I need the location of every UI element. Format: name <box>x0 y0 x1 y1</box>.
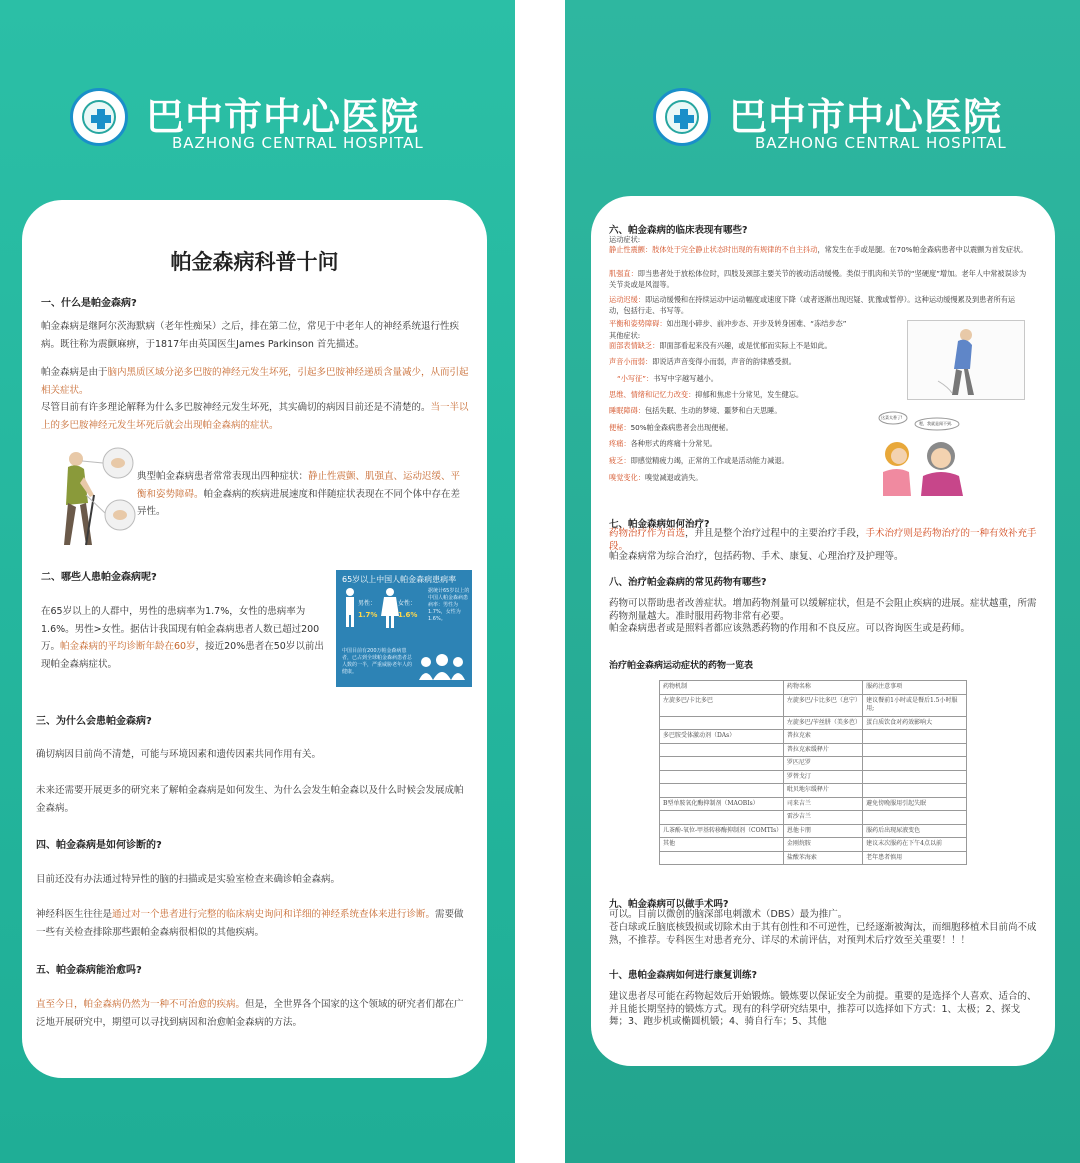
section-heading: 三、为什么会患帕金森病? <box>36 716 152 727</box>
paragraph: 确切病因目前尚不清楚，可能与环境因素和遗传因素共同作用有关。 <box>36 749 322 760</box>
male-female-icon <box>342 586 416 632</box>
elderly-patient-illustration <box>46 445 138 549</box>
paragraph: 面部表情缺乏：即面部看起来没有兴趣，或是忧郁而实际上不是如此。 <box>609 341 832 350</box>
paragraph: 疲乏：即感觉精疲力竭，正常的工作或是活动能力减退。 <box>609 456 789 465</box>
paragraph: 运动迟缓：即运动缓慢和在持续运动中运动幅度或速度下降（或者逐渐出现迟疑、犹豫或暂停）。这种运动缓慢累及到患者所有运动，包括行走、书写等。 <box>609 295 1016 315</box>
table-cell <box>660 811 784 825</box>
table-header-cell: 药物名称 <box>783 681 862 695</box>
infographic-male-value: 1.7% <box>358 611 378 619</box>
table-cell: 盐酸苯海索 <box>783 851 862 865</box>
table-cell: 避免傍晚服用引起失眠 <box>863 797 967 811</box>
table-row <box>660 716 967 730</box>
table-cell <box>660 716 784 730</box>
section-heading: 九、帕金森病可以做手术吗? <box>609 899 729 910</box>
content-card <box>22 200 487 1078</box>
paragraph: 运动症状: <box>609 235 641 244</box>
section-heading: 五、帕金森病能治愈吗? <box>36 965 142 976</box>
table-cell <box>863 770 967 784</box>
paragraph: 尽管目前有许多理论解释为什么多巴胺神经元发生坏死，其实确切的病因目前还是不清楚的。当一半以上的多巴胺神经元发生坏死后就会出现帕金森病的症状。 <box>41 402 469 431</box>
table-cell: 普拉克索 <box>783 730 862 744</box>
section-heading: 二、哪些人患帕金森病呢? <box>41 572 157 583</box>
hospital-name-en: BAZHONG CENTRAL HOSPITAL <box>755 134 1007 152</box>
table-header-cell: 服药注意事项 <box>863 681 967 695</box>
prevalence-infographic <box>336 570 472 687</box>
content-card <box>591 196 1055 1066</box>
hospital-logo-icon <box>653 88 711 146</box>
table-cell <box>863 757 967 771</box>
speech-bubble-2: 嗯，我就是闻不到. <box>919 421 953 426</box>
paragraph: 帕金森病常为综合治疗，包括药物、手术、康复、心理治疗及护理等。 <box>609 551 904 562</box>
hospital-header <box>653 86 1073 156</box>
paragraph: 典型帕金森病患者常常表现出四种症状：静止性震颤、肌强直、运动迟缓、平衡和姿势障碍。帕金森病的疾病进展速度和伴随症状表现在不同个体中存在差异性。 <box>137 471 461 517</box>
section-heading: 八、治疗帕金森病的常见药物有哪些? <box>609 577 767 588</box>
table-row <box>660 838 967 852</box>
table-row <box>660 694 967 716</box>
table-cell: 儿茶酚-氧位-甲基转移酶抑制剂（COMTIs） <box>660 824 784 838</box>
table-row <box>660 851 967 865</box>
paragraph: 睡眠障碍：包括失眠、生动的梦境、噩梦和白天思睡。 <box>609 406 782 415</box>
section-heading: 六、帕金森病的临床表现有哪些? <box>609 225 748 236</box>
table-cell: 老年患者慎用 <box>863 851 967 865</box>
paragraph: 未来还需要开展更多的研究来了解帕金森病是如何发生、为什么会发生帕金森以及什么时候会发展成帕金森病。 <box>36 785 464 814</box>
table-cell: 多巴胺受体激动剂（DAs） <box>660 730 784 744</box>
table-row <box>660 784 967 798</box>
table-cell: 建议末次服药在下午4点以前 <box>863 838 967 852</box>
section-heading: 十、患帕金森病如何进行康复训练? <box>609 970 758 981</box>
table-row <box>660 811 967 825</box>
paragraph: 便秘：50%帕金森病患者会出现便秘。 <box>609 423 733 432</box>
drug-table <box>659 680 967 865</box>
paragraph: 苍白球或丘脑底核毁损或切除术由于其有创性和不可逆性，已经逐渐被淘汰，而细胞移植术目前尚不成熟，不推荐。专科医生对患者充分、详尽的术前评估，对预判术后疗效至关重要！！！ <box>609 922 1037 946</box>
paragraph: 嗅觉变化：嗅觉减退或消失。 <box>609 473 703 482</box>
table-row <box>660 797 967 811</box>
table-cell <box>660 757 784 771</box>
table-cell: 其他 <box>660 838 784 852</box>
paragraph: 疼痛：各种形式的疼痛十分常见。 <box>609 439 717 448</box>
table-cell <box>660 851 784 865</box>
hospital-name-en: BAZHONG CENTRAL HOSPITAL <box>172 134 424 152</box>
infographic-bottom-text: 中国目前有200万帕金森病患者，已占到全球帕金森病患者总人数的一半，严重威胁老年人的健康。 <box>342 648 413 675</box>
paragraph: 帕金森病是由于脑内黑质区域分泌多巴胺的神经元发生坏死，引起多巴胺神经递质含量减少，从而引起相关症状。 <box>41 367 469 396</box>
table-cell: 吡贝地尔缓释片 <box>783 784 862 798</box>
table-cell: 普拉克索缓释片 <box>783 743 862 757</box>
paragraph: 思维、情绪和记忆力改变：抑郁和焦虑十分常见，发生健忘。 <box>609 390 804 399</box>
table-cell: 罗替戈汀 <box>783 770 862 784</box>
smell-loss-comic <box>875 410 973 498</box>
page-title: 帕金森病科普十问 <box>170 250 339 274</box>
paragraph: 其他症状: <box>609 331 641 340</box>
shuffling-gait-illustration <box>907 320 1025 400</box>
table-row <box>660 730 967 744</box>
paragraph: 神经科医生往往是通过对一个患者进行完整的临床病史询问和详细的神经系统查体来进行诊断。需要做一些有关检查排除那些跟帕金森病很相似的其他疾病。 <box>36 909 464 938</box>
table-cell: 恩他卡朋 <box>783 824 862 838</box>
paragraph: 肌强直：即当患者处于放松体位时，四肢及颈部主要关节的被动活动缓慢。类似于肌肉和关节的“坚硬度”增加。老年人中常被误诊为关节炎或是风湿等。 <box>609 269 1027 289</box>
paragraph: 可以。目前以微创的脑深部电刺激术（DBS）最为推广。 <box>609 909 848 920</box>
paragraph: 药物可以帮助患者改善症状。增加药物剂量可以缓解症状，但是不会阻止疾病的进展。症状越重，所需药物剂量越大。准时服用药物非常有必要。 <box>609 598 1037 622</box>
infographic-title: 65岁以上中国人帕金森病患病率 <box>342 575 457 584</box>
table-cell <box>863 784 967 798</box>
table-cell: 建议餐前1小时或是餐后1.5小时服用; <box>863 694 967 716</box>
poster-right <box>565 0 1080 1163</box>
table-header-row <box>660 681 967 695</box>
table-cell: 服药后出现尿液变色 <box>863 824 967 838</box>
paragraph: “小写征”：书写中字越写越小。 <box>617 374 718 383</box>
table-row <box>660 757 967 771</box>
table-cell: 金刚烷胺 <box>783 838 862 852</box>
paragraph: 药物治疗作为首选，并且是整个治疗过程中的主要治疗手段，手术治疗则是药物治疗的一种有效补充手段。 <box>609 528 1037 552</box>
table-cell <box>863 811 967 825</box>
table-cell <box>660 770 784 784</box>
table-row <box>660 770 967 784</box>
table-cell: 左旋多巴/苄丝肼（美多芭） <box>783 716 862 730</box>
paragraph: 静止性震颤：肢体处于完全静止状态时出现的有规律的不自主抖动，常发生在手或是腿。在70%帕金森病患者中以震颤为首发症状。 <box>609 245 1028 254</box>
hospital-logo-icon <box>70 88 128 146</box>
section-heading: 七、帕金森病如何治疗? <box>609 519 710 530</box>
infographic-male-label: 男性： <box>358 600 377 607</box>
table-cell: 左旋多巴/卡比多巴 <box>660 694 784 716</box>
table-cell: B型单胺氧化酶抑制剂（MAOBIs） <box>660 797 784 811</box>
paragraph: 帕金森病是继阿尔茨海默病（老年性痴呆）之后，排在第二位，常见于中老年人的神经系统退行性疾病。既往称为震颤麻痹，于1817年由英国医生James Parkinson 首先描述。 <box>41 321 460 350</box>
table-cell: 罗匹尼罗 <box>783 757 862 771</box>
hospital-name-cn: 巴中市中心医院 <box>146 95 420 139</box>
poster-left <box>0 0 515 1163</box>
table-cell: 蛋白质饮食对药效影响大 <box>863 716 967 730</box>
table-title: 治疗帕金森病运动症状的药物一览表 <box>609 661 754 671</box>
paragraph: 平衡和姿势障碍：如出现小碎步、前冲步态、开步及转身困难、“冻结步态” <box>609 319 847 328</box>
paragraph: 声音小而弱：即说话声音变得小而弱，声音的韵律感受损。 <box>609 357 796 366</box>
infographic-side-text: 据统计65岁以上的中国人帕金森病患病率：男性为1.7%，女性为1.6%。 <box>428 588 470 622</box>
table-row <box>660 743 967 757</box>
table-cell: 左旋多巴/卡比多巴（息宁） <box>783 694 862 716</box>
paragraph: 在65岁以上的人群中，男性的患病率为1.7%，女性的患病率为1.6%。男性>女性。据估计我国现有帕金森病患者人数已超过200万。帕金森病的平均诊断年龄在60岁，接近20%患者在50岁以前出现帕金森病症状。 <box>41 606 324 670</box>
table-cell <box>660 784 784 798</box>
paragraph: 建议患者尽可能在药物起效后开始锻炼。锻炼要以保证安全为前提。重要的是选择个人喜欢、适合的、并且能长期坚持的锻炼方式。现有的科学研究结果中，推荐可以选择如下方式：1、太极；2、探戈舞；3、跑步机或椭圆机锻；4、骑自行车；5、其他 <box>609 991 1037 1027</box>
section-heading: 一、什么是帕金森病? <box>41 298 137 309</box>
crowd-icon <box>416 652 468 682</box>
table-header-cell: 药物机制 <box>660 681 784 695</box>
section-heading: 四、帕金森病是如何诊断的? <box>36 840 162 851</box>
table-cell: 司来吉兰 <box>783 797 862 811</box>
speech-bubble-1: 这菜太香了! <box>881 415 903 420</box>
paragraph: 直至今日，帕金森病仍然为一种不可治愈的疾病。但是，全世界各个国家的这个领域的研究者们都在广泛地开展研究中，期望可以寻找到病因和治愈帕金森病的方法。 <box>36 999 464 1028</box>
table-cell <box>863 743 967 757</box>
hospital-header <box>70 86 490 156</box>
paragraph: 目前还没有办法通过特异性的脑的扫描或是实验室检查来确诊帕金森病。 <box>36 874 341 885</box>
table-cell: 雷沙吉兰 <box>783 811 862 825</box>
paragraph: 帕金森病患者或是照料者都应该熟悉药物的作用和不良反应。可以咨询医生或是药师。 <box>609 623 971 634</box>
hospital-name-cn: 巴中市中心医院 <box>729 95 1003 139</box>
infographic-female-label: 女性： <box>398 600 417 607</box>
table-cell <box>863 730 967 744</box>
walking-elderly-icon <box>908 321 1026 401</box>
table-cell <box>660 743 784 757</box>
infographic-female-value: 1.6% <box>398 611 418 619</box>
table-row <box>660 824 967 838</box>
